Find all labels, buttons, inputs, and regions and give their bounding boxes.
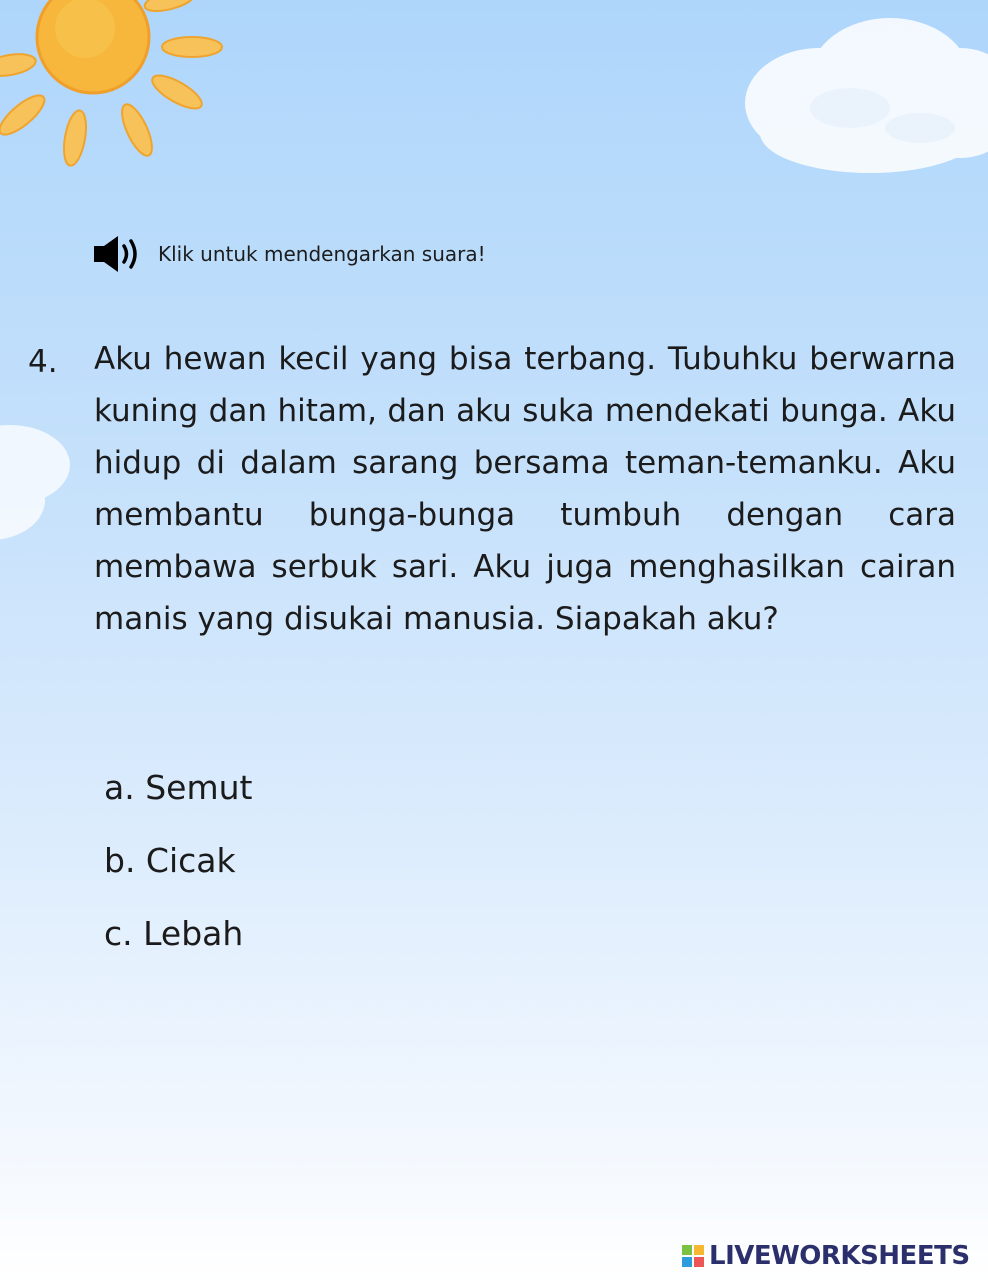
question-number: 4. [28,344,58,380]
audio-label: Klik untuk mendengarkan suara! [158,242,486,266]
speaker-icon[interactable] [92,234,142,274]
brand-name: LIVEWORKSHEETS [709,1241,970,1271]
option-a[interactable]: a. Semut [104,768,253,807]
option-b[interactable]: b. Cicak [104,841,236,880]
option-c[interactable]: c. Lebah [104,914,244,953]
audio-play-button[interactable] [92,234,486,274]
sun-illustration [0,0,240,190]
cloud-illustration [740,8,988,178]
cloud-illustration [0,405,90,545]
question-text: Aku hewan kecil yang bisa terbang. Tubuhku berwarna kuning dan hitam, dan aku suka mendekati bunga. Aku hidup di dalam sarang bersama teman-temanku. Aku membantu bunga-bunga tumbuh dengan cara membawa serbuk sari. Aku juga menghasilkan cairan manis yang disukai manusia. Siapakah aku? [94,341,956,637]
liveworksheets-logo [681,1241,970,1271]
grid-logo-icon [681,1244,705,1268]
answer-options [104,768,252,987]
